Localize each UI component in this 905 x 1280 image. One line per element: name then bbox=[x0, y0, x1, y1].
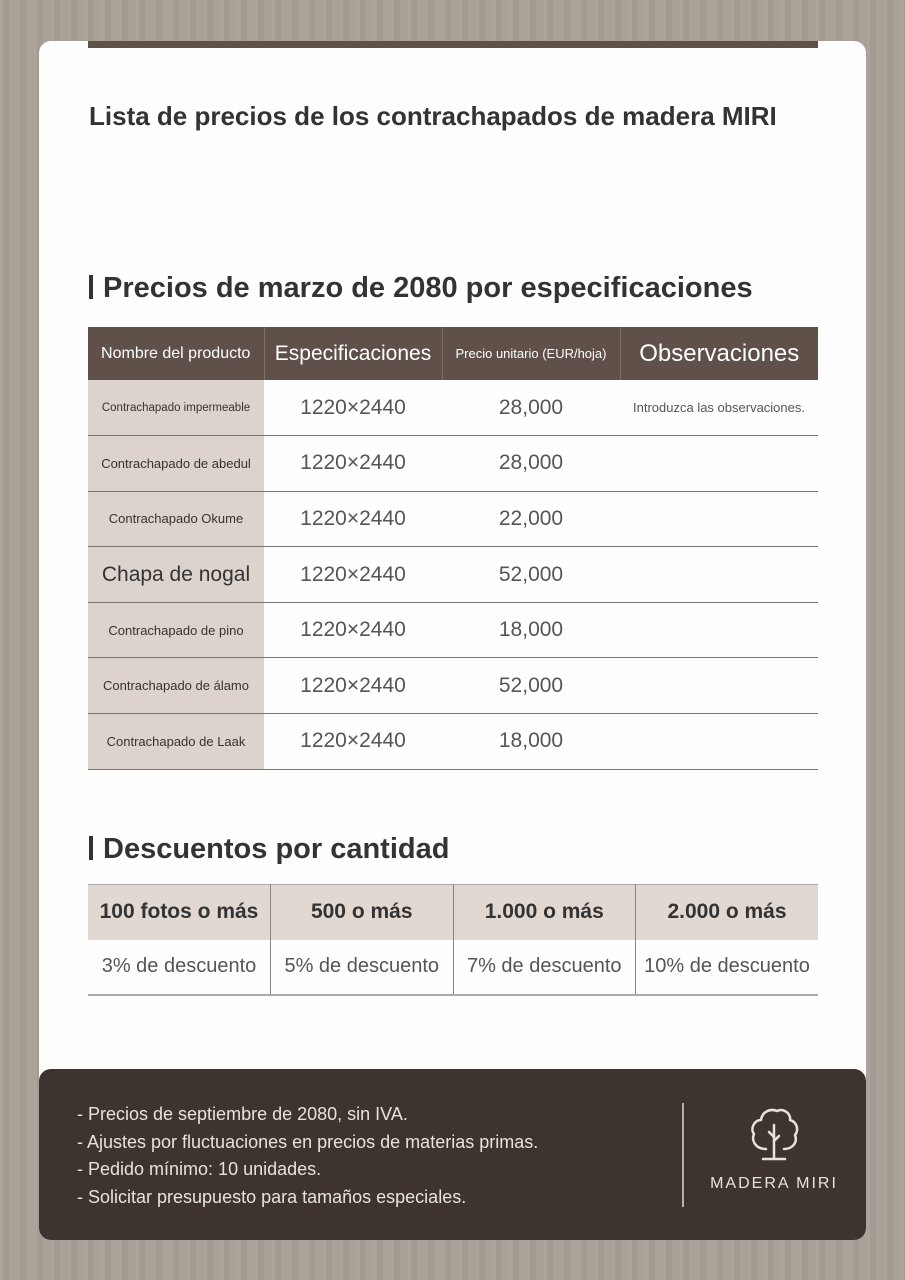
table-row bbox=[88, 436, 818, 492]
table-row bbox=[88, 380, 818, 436]
top-accent-bar bbox=[88, 41, 818, 48]
product-notes bbox=[620, 602, 818, 658]
discount-tier-quantity: 1.000 o más bbox=[453, 885, 636, 940]
discount-tier-value: 5% de descuento bbox=[271, 940, 454, 995]
price-table bbox=[88, 327, 818, 770]
footer-note: - Pedido mínimo: 10 unidades. bbox=[77, 1159, 322, 1179]
product-notes bbox=[620, 714, 818, 770]
product-price: 52,000 bbox=[442, 658, 620, 714]
discount-tier-quantity: 500 o más bbox=[271, 885, 454, 940]
product-spec: 1220×2440 bbox=[264, 380, 442, 436]
discount-tier-value: 10% de descuento bbox=[636, 940, 819, 995]
product-price: 18,000 bbox=[442, 714, 620, 770]
product-spec: 1220×2440 bbox=[264, 714, 442, 770]
product-price: 18,000 bbox=[442, 602, 620, 658]
price-section-heading: Precios de marzo de 2080 por especificaciones bbox=[89, 272, 753, 305]
col-specifications: Especificaciones bbox=[264, 327, 442, 380]
footer-note: - Solicitar presupuesto para tamaños especiales. bbox=[77, 1186, 467, 1207]
product-notes bbox=[620, 491, 818, 547]
discount-tier-quantity: 2.000 o más bbox=[636, 885, 819, 940]
product-name: Contrachapado impermeable bbox=[88, 380, 264, 436]
tree-icon bbox=[746, 1105, 802, 1163]
product-name: Contrachapado de álamo bbox=[88, 658, 264, 714]
product-notes: Introduzca las observaciones. bbox=[620, 380, 818, 436]
product-name: Contrachapado de Laak bbox=[88, 714, 264, 770]
col-unit-price: Precio unitario (EUR/hoja) bbox=[442, 327, 620, 380]
discount-tier-quantity: 100 fotos o más bbox=[88, 885, 271, 940]
footer-divider bbox=[682, 1103, 684, 1207]
brand-logo bbox=[699, 1105, 849, 1193]
product-spec: 1220×2440 bbox=[264, 658, 442, 714]
footer-notes bbox=[77, 1101, 538, 1211]
product-notes bbox=[620, 436, 818, 492]
table-row bbox=[88, 658, 818, 714]
product-spec: 1220×2440 bbox=[264, 491, 442, 547]
product-price: 28,000 bbox=[442, 436, 620, 492]
footer-panel bbox=[39, 1069, 866, 1240]
product-notes bbox=[620, 658, 818, 714]
product-spec: 1220×2440 bbox=[264, 547, 442, 603]
brand-name: MADERA MIRI bbox=[710, 1175, 838, 1192]
price-list-card bbox=[39, 41, 866, 1240]
footer-note: - Precios de septiembre de 2080, sin IVA. bbox=[77, 1104, 408, 1124]
table-row bbox=[88, 714, 818, 770]
discount-header-row bbox=[88, 885, 818, 940]
product-price: 52,000 bbox=[442, 547, 620, 603]
product-name: Chapa de nogal bbox=[88, 547, 264, 603]
discount-tier-value: 7% de descuento bbox=[453, 940, 636, 995]
table-row bbox=[88, 602, 818, 658]
col-observations: Observaciones bbox=[620, 327, 818, 380]
product-price: 28,000 bbox=[442, 380, 620, 436]
heading-bar bbox=[89, 275, 93, 299]
product-name: Contrachapado de pino bbox=[88, 602, 264, 658]
product-price: 22,000 bbox=[442, 491, 620, 547]
product-notes bbox=[620, 547, 818, 603]
document-title: Lista de precios de los contrachapados de madera MIRI bbox=[89, 101, 777, 131]
product-name: Contrachapado de abedul bbox=[88, 436, 264, 492]
discount-tier-value: 3% de descuento bbox=[88, 940, 271, 995]
price-table-header bbox=[88, 327, 818, 380]
col-product-name: Nombre del producto bbox=[88, 327, 264, 380]
discount-section-heading: Descuentos por cantidad bbox=[89, 833, 449, 866]
table-row bbox=[88, 491, 818, 547]
footer-note: - Ajustes por fluctuaciones en precios de materias primas. bbox=[77, 1131, 539, 1152]
discount-table bbox=[88, 884, 818, 996]
product-spec: 1220×2440 bbox=[264, 602, 442, 658]
heading-bar bbox=[89, 836, 93, 860]
product-spec: 1220×2440 bbox=[264, 436, 442, 492]
table-row bbox=[88, 547, 818, 603]
discount-value-row bbox=[88, 940, 818, 995]
product-name: Contrachapado Okume bbox=[88, 491, 264, 547]
